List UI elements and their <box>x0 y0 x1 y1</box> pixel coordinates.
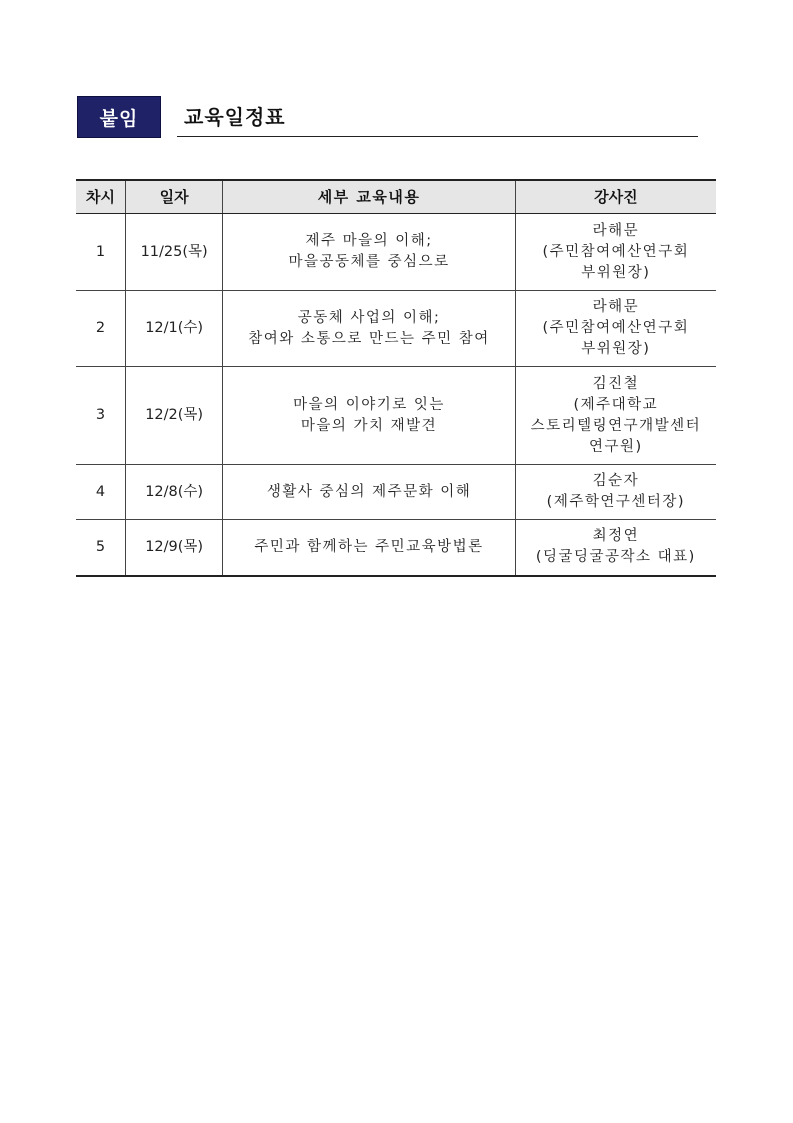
table-header-row <box>76 180 716 214</box>
content-line: 생활사 중심의 제주문화 이해 <box>266 483 472 500</box>
lecturer-line: 연구원) <box>589 438 643 455</box>
session-cell: 4 <box>76 465 125 520</box>
lecturer-line: 라해문 <box>592 222 640 239</box>
lecturer-cell <box>515 291 716 367</box>
lecturer-line: 부위원장) <box>581 341 651 357</box>
session-cell: 3 <box>76 367 125 465</box>
content-cell <box>223 520 515 576</box>
lecturer-line: 스토리텔링연구개발센터 <box>530 417 702 434</box>
lecturer-line: (제주대학교 <box>573 396 659 413</box>
lecturer-line: 부위원장) <box>581 264 651 281</box>
lecturer-line: (제주학연구센터장) <box>546 494 686 510</box>
date-cell: 12/8(수) <box>125 465 222 520</box>
date-cell: 12/1(수) <box>125 291 222 367</box>
table-row <box>76 465 716 520</box>
column-header-session: 차시 <box>76 180 125 214</box>
lecturer-cell <box>515 367 716 465</box>
session-cell: 2 <box>76 291 125 367</box>
lecturer-cell <box>515 214 716 291</box>
content-cell <box>223 214 515 291</box>
content-line: 마을의 가치 재발견 <box>300 417 438 434</box>
column-header-lecturer: 강사진 <box>515 180 716 214</box>
table-row <box>76 367 716 465</box>
attachment-badge: 붙임 <box>77 96 161 138</box>
content-line: 공동체 사업의 이해; <box>297 309 441 326</box>
lecturer-line: (주민참여예산연구회 <box>542 243 690 260</box>
column-header-content: 세부 교육내용 <box>223 180 515 214</box>
table-row <box>76 520 716 576</box>
content-line: 주민과 함께하는 주민교육방법론 <box>254 538 484 555</box>
lecturer-line: 라해문 <box>592 299 640 315</box>
lecturer-line: (주민참여예산연구회 <box>542 320 690 336</box>
lecturer-line: 김순자 <box>592 473 640 489</box>
content-line: 마을의 이야기로 잇는 <box>293 396 445 413</box>
page-title: 교육일정표 <box>184 105 286 129</box>
date-cell: 12/9(목) <box>125 520 222 576</box>
table-row <box>76 214 716 291</box>
table-row <box>76 291 716 367</box>
content-line: 참여와 소통으로 만드는 주민 참여 <box>248 330 490 347</box>
education-schedule-table <box>76 179 716 577</box>
lecturer-cell <box>515 465 716 520</box>
lecturer-line: 김진철 <box>592 375 640 392</box>
lecturer-line: (딩굴딩굴공작소 대표) <box>535 549 696 566</box>
date-cell: 11/25(목) <box>125 214 222 291</box>
content-cell <box>223 465 515 520</box>
session-cell: 1 <box>76 214 125 291</box>
column-header-date: 일자 <box>125 180 222 214</box>
title-underline <box>177 136 698 137</box>
date-cell: 12/2(목) <box>125 367 222 465</box>
session-cell: 5 <box>76 520 125 576</box>
content-line: 제주 마을의 이해; <box>305 233 433 249</box>
content-cell <box>223 291 515 367</box>
lecturer-cell <box>515 520 716 576</box>
content-cell <box>223 367 515 465</box>
lecturer-line: 최정연 <box>592 528 640 545</box>
content-line: 마을공동체를 중심으로 <box>288 254 450 270</box>
